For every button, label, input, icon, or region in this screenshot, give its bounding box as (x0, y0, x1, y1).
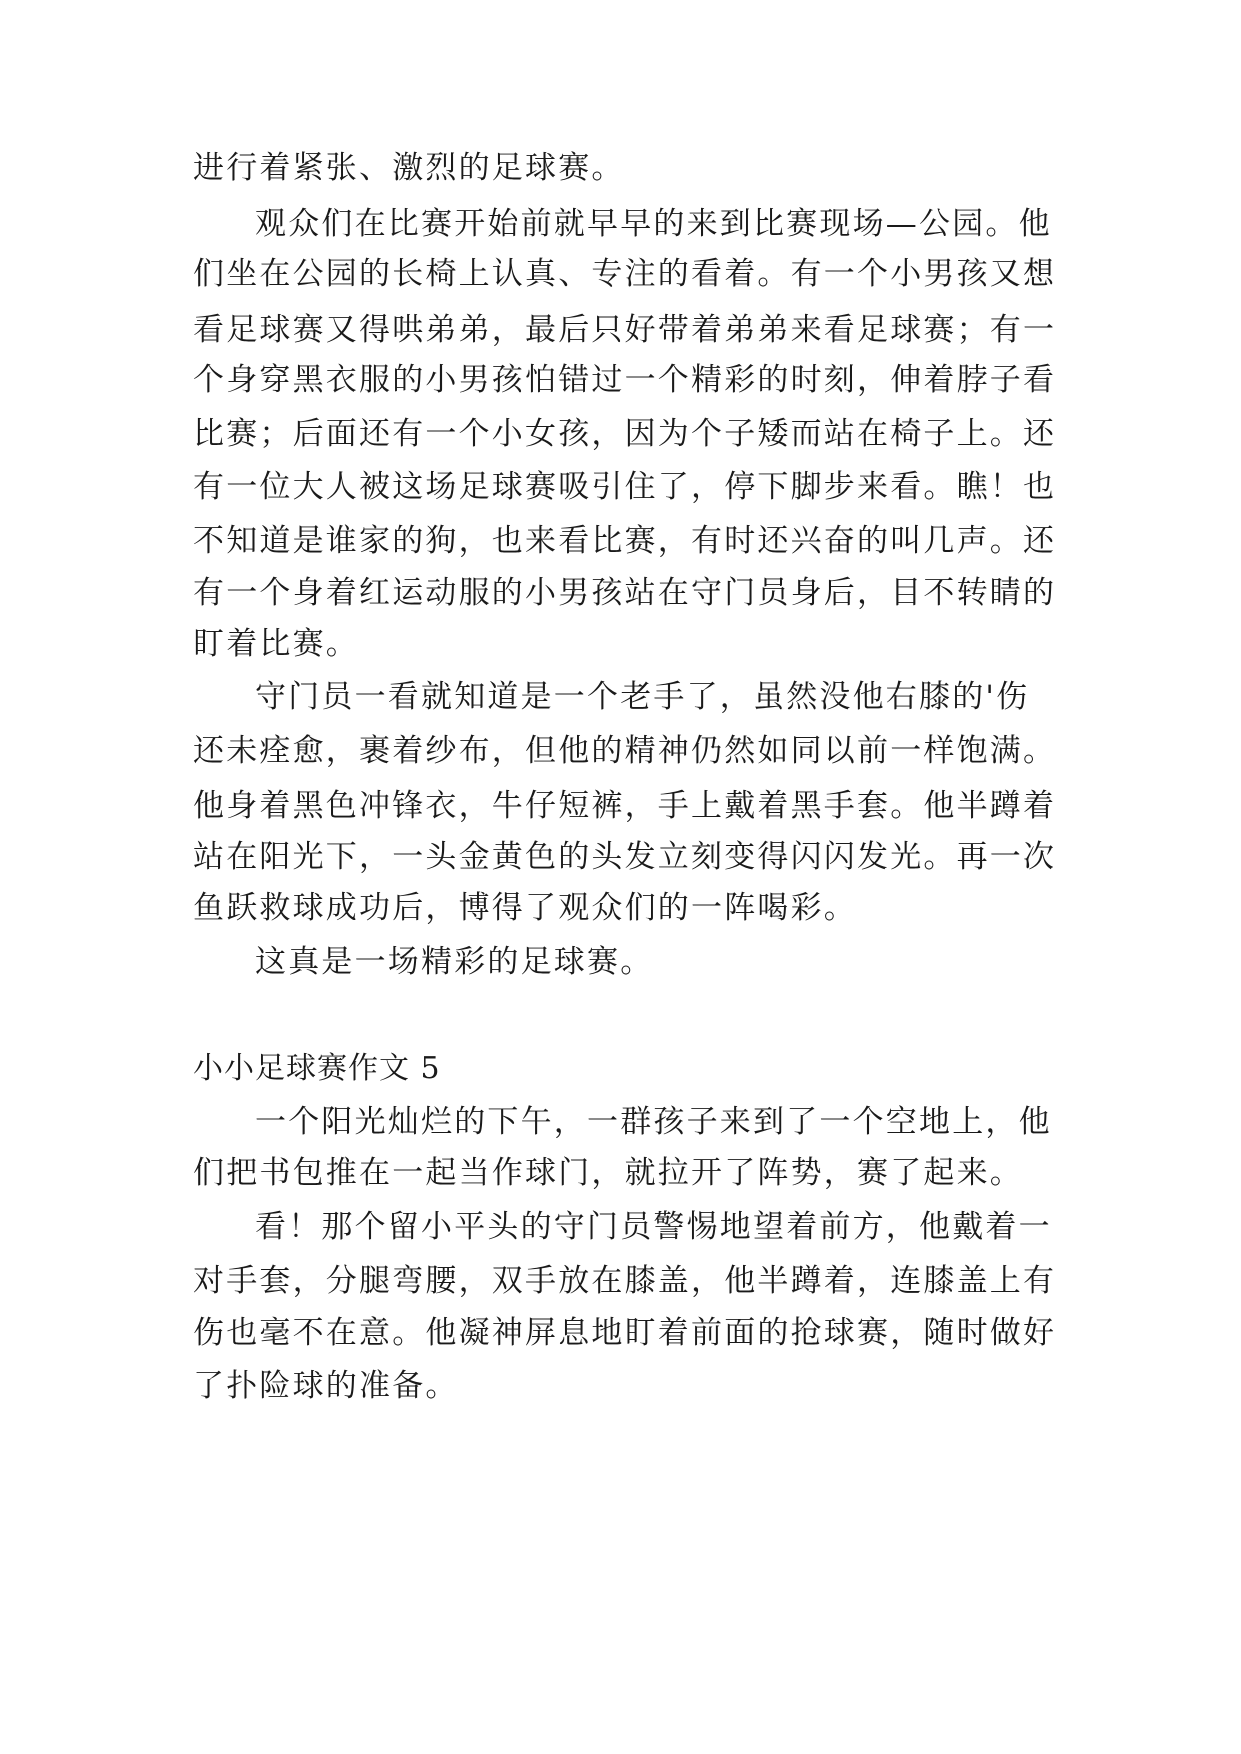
text-line: 比赛；后面还有一个小女孩，因为个子矮而站在椅子上。还 (193, 416, 1057, 452)
text-line: 进行着紧张、激烈的足球赛。 (193, 150, 625, 186)
text-line: 不知道是谁家的狗，也来看比赛，有时还兴奋的叫几声。还 (193, 523, 1057, 559)
text-line: 个身穿黑衣服的小男孩怕错过一个精彩的时刻，伸着脖子看 (193, 362, 1057, 398)
paragraph-start-line: 一个阳光灿烂的下午，一群孩子来到了一个空地上，他 (255, 1104, 1052, 1140)
text-line: 有一位大人被这场足球赛吸引住了，停下脚步来看。瞧！也 (193, 469, 1057, 505)
text-line: 了扑险球的准备。 (193, 1368, 459, 1404)
paragraph-start-line: 看！那个留小平头的守门员警惕地望着前方，他戴着一 (255, 1209, 1052, 1245)
paragraph-start-line: 守门员一看就知道是一个老手了，虽然没他右膝的'伤 (255, 679, 1030, 715)
text-line: 盯着比赛。 (193, 626, 359, 662)
text-line: 们把书包推在一起当作球门，就拉开了阵势，赛了起来。 (193, 1155, 1023, 1191)
text-line: 们坐在公园的长椅上认真、专注的看着。有一个小男孩又想 (193, 256, 1057, 292)
text-line: 有一个身着红运动服的小男孩站在守门员身后，目不转睛的 (193, 575, 1057, 611)
essay-title: 小小足球赛作文 5 (193, 1051, 441, 1086)
text-line: 还未痊愈，裹着纱布，但他的精神仍然如同以前一样饱满。 (193, 733, 1057, 769)
text-line: 站在阳光下，一头金黄色的头发立刻变得闪闪发光。再一次 (193, 839, 1057, 875)
paragraph-start-line: 观众们在比赛开始前就早早的来到比赛现场—公园。他 (255, 206, 1052, 242)
text-line: 伤也毫不在意。他凝神屏息地盯着前面的抢球赛，随时做好 (193, 1315, 1057, 1351)
text-line: 他身着黑色冲锋衣，牛仔短裤，手上戴着黑手套。他半蹲着 (193, 788, 1057, 824)
text-line: 对手套，分腿弯腰，双手放在膝盖，他半蹲着，连膝盖上有 (193, 1263, 1057, 1299)
text-line: 鱼跃救球成功后，博得了观众们的一阵喝彩。 (193, 890, 857, 926)
text-line: 看足球赛又得哄弟弟，最后只好带着弟弟来看足球赛；有一 (193, 312, 1057, 348)
paragraph-start-line: 这真是一场精彩的足球赛。 (255, 944, 654, 980)
